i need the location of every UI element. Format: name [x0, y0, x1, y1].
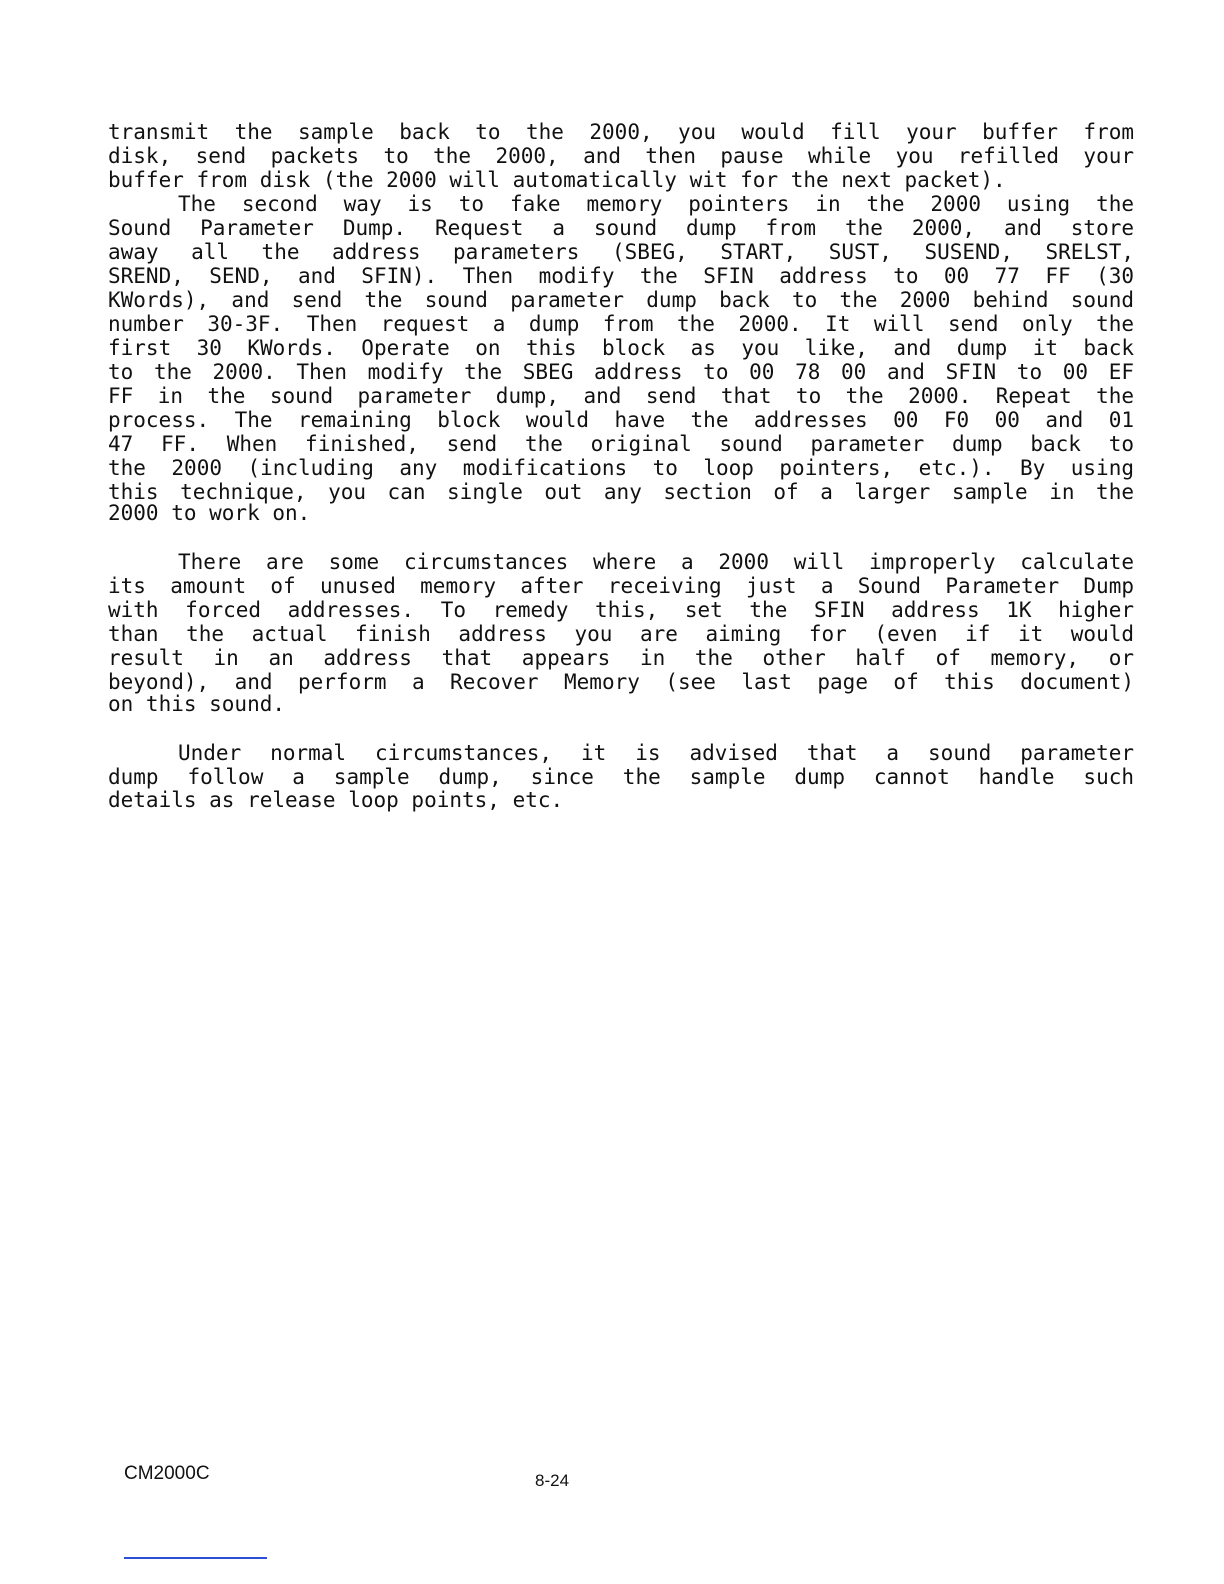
text-line: than the actual finish address you are aiming for (even if it would — [108, 622, 1134, 646]
text-line: the 2000 (including any modifications to loop pointers, etc.). By using — [108, 456, 1134, 480]
text-line: FF in the sound parameter dump, and send that to the 2000. Repeat the — [108, 384, 1134, 408]
text-line: disk, send packets to the 2000, and then pause while you refilled your — [108, 144, 1134, 168]
text-line: this technique, you can single out any section of a larger sample in the — [108, 480, 1134, 504]
text-line: process. The remaining block would have the addresses 00 F0 00 and 01 — [108, 408, 1134, 432]
text-line: beyond), and perform a Recover Memory (see last page of this document) — [108, 670, 1134, 694]
text-line: first 30 KWords. Operate on this block as you like, and dump it back — [108, 336, 1134, 360]
text-line: to the 2000. Then modify the SBEG address to 00 78 00 and SFIN to 00 EF — [108, 360, 1134, 384]
text-line: transmit the sample back to the 2000, you would fill your buffer from — [108, 120, 1134, 144]
text-line: SREND, SEND, and SFIN). Then modify the SFIN address to 00 77 FF (30 — [108, 264, 1134, 288]
text-line: There are some circumstances where a 2000 will improperly calculate — [178, 550, 1134, 574]
footer-rule — [124, 1557, 267, 1559]
text-line: with forced addresses. To remedy this, set the SFIN address 1K higher — [108, 598, 1134, 622]
document-id: CM2000C — [124, 1463, 210, 1484]
text-line: Sound Parameter Dump. Request a sound dump from the 2000, and store — [108, 216, 1134, 240]
text-line: on this sound. — [108, 692, 286, 716]
text-line: its amount of unused memory after receiving just a Sound Parameter Dump — [108, 574, 1134, 598]
text-line: Under normal circumstances, it is advised that a sound parameter — [178, 741, 1134, 765]
text-line: result in an address that appears in the other half of memory, or — [108, 646, 1134, 670]
page-number: 8-24 — [535, 1471, 570, 1490]
text-line: The second way is to fake memory pointers in the 2000 using the — [178, 192, 1134, 216]
text-line: dump follow a sample dump, since the sample dump cannot handle such — [108, 765, 1134, 789]
text-line: buffer from disk (the 2000 will automatically wit for the next packet). — [108, 168, 1006, 192]
text-line: details as release loop points, etc. — [108, 788, 564, 812]
text-line: 47 FF. When finished, send the original sound parameter dump back to — [108, 432, 1134, 456]
text-line: 2000 to work on. — [108, 501, 311, 525]
text-line: KWords), and send the sound parameter dump back to the 2000 behind sound — [108, 288, 1134, 312]
text-line: away all the address parameters (SBEG, START, SUST, SUSEND, SRELST, — [108, 240, 1134, 264]
text-line: number 30-3F. Then request a dump from the 2000. It will send only the — [108, 312, 1134, 336]
